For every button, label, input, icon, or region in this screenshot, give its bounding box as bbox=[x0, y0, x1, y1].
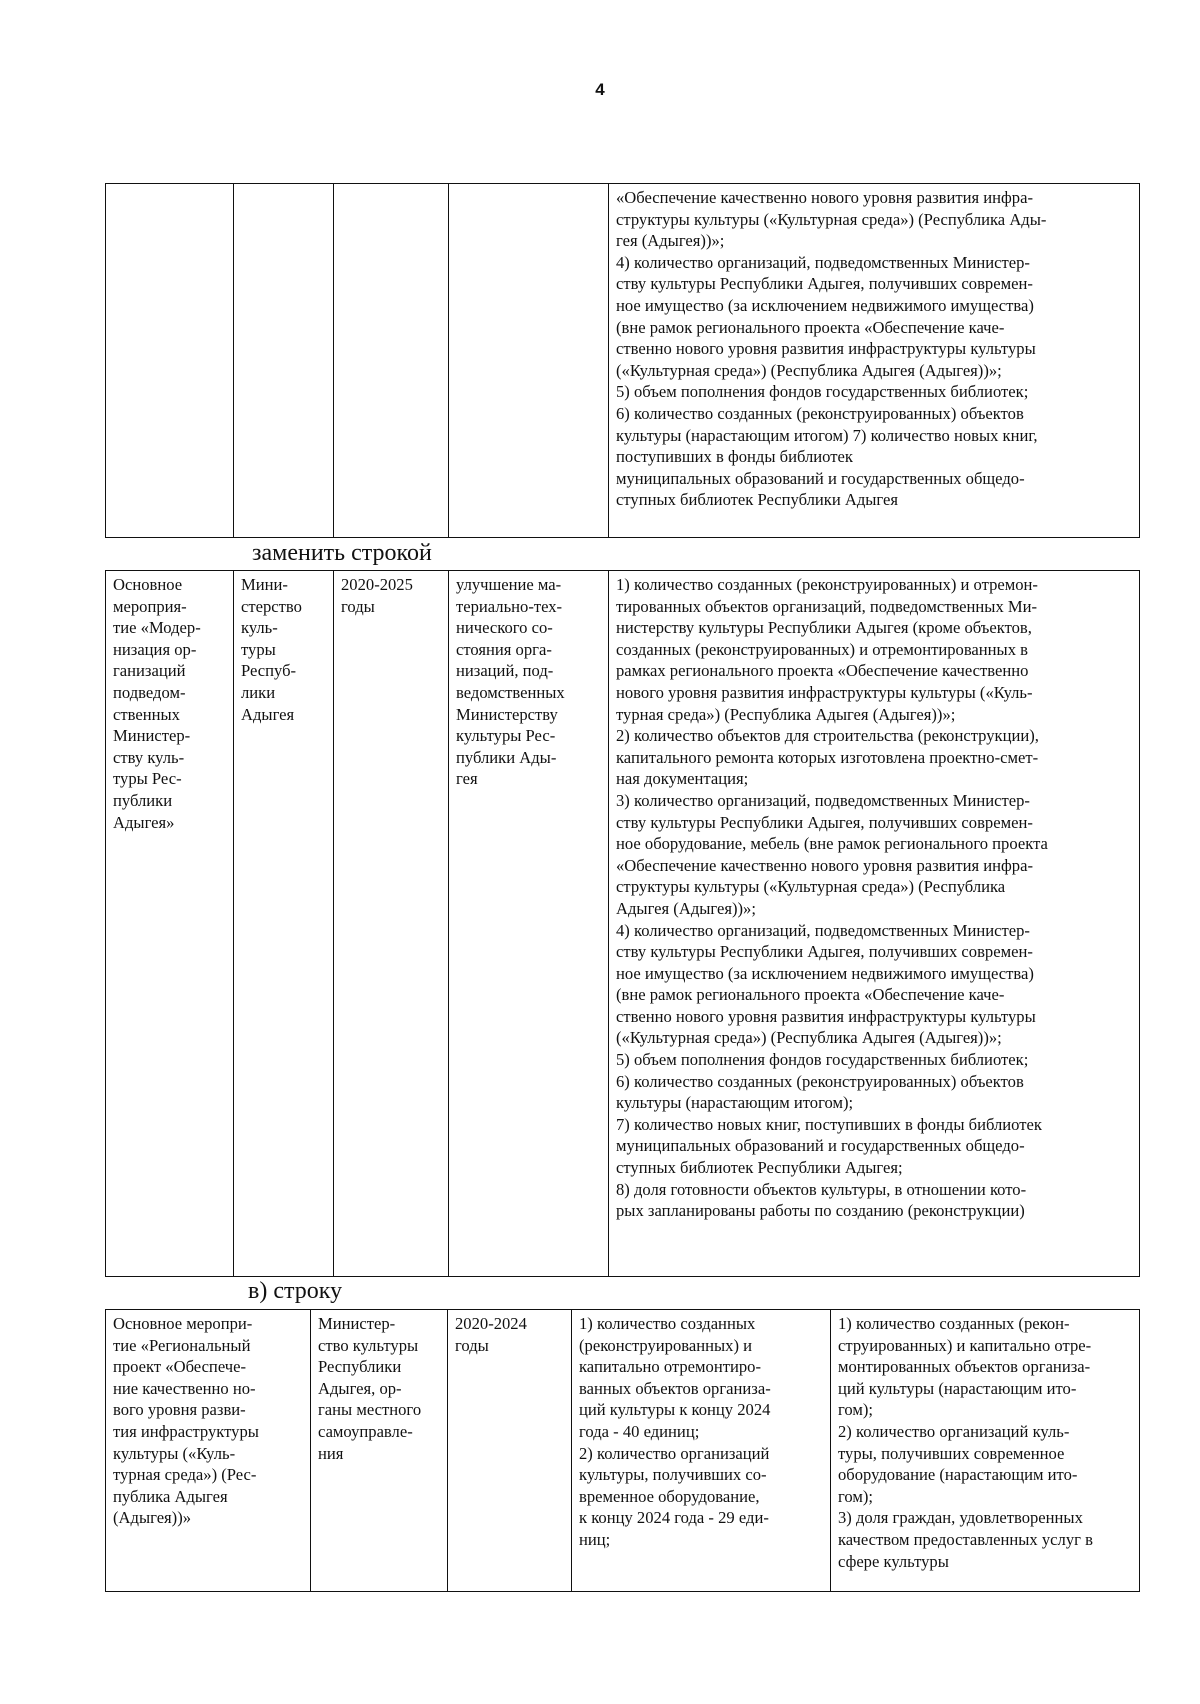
cell-empty bbox=[449, 184, 609, 538]
text-line: Республики bbox=[318, 1357, 402, 1377]
text-line: ное имущество (за исключением недвижимого имущества) bbox=[616, 295, 1034, 315]
text-line: ственно нового уровня развития инфраструктуры культуры bbox=[616, 339, 1036, 359]
period-cell bbox=[334, 571, 449, 1277]
text-line: Мини- bbox=[241, 575, 288, 594]
text-line: териально-тех- bbox=[456, 596, 563, 616]
text-line: 4) количество организаций, подведомственных Министер- bbox=[616, 252, 1030, 272]
text-line: ство культуры bbox=[318, 1335, 419, 1355]
text-line: туры bbox=[241, 639, 276, 659]
text-line: мероприя- bbox=[113, 596, 187, 616]
text-line: 1) количество созданных (рекон- bbox=[838, 1314, 1070, 1333]
text-line: ванных объектов организа- bbox=[579, 1378, 771, 1398]
period-cell bbox=[448, 1310, 572, 1592]
table-row-v bbox=[105, 1309, 1140, 1592]
text-line: 2020-2024 bbox=[455, 1314, 527, 1333]
text-line: тие «Региональный bbox=[113, 1335, 251, 1355]
text-line: тие «Модер- bbox=[113, 618, 201, 638]
text-line: ное оборудование, мебель (вне рамок регионального проекта bbox=[616, 834, 1048, 854]
text-line: ступных библиотек Республики Адыгея bbox=[616, 490, 899, 510]
result-cell bbox=[572, 1310, 831, 1592]
text-line: проект «Обеспече- bbox=[113, 1357, 247, 1377]
result-cell bbox=[449, 571, 609, 1277]
text-line: культуры, получивших со- bbox=[579, 1465, 767, 1485]
text-line: муниципальных образований и государственных общедо- bbox=[616, 1136, 1025, 1156]
text-line: рых запланированы работы по созданию (реконструкции) bbox=[616, 1201, 1025, 1221]
text-line: к концу 2024 года - 29 еди- bbox=[579, 1508, 769, 1528]
indicators-cell bbox=[609, 571, 1140, 1277]
text-line: лики bbox=[241, 682, 276, 702]
text-line: 1) количество созданных bbox=[579, 1314, 756, 1333]
text-line: ступных библиотек Республики Адыгея; bbox=[616, 1158, 903, 1178]
text-line: 6) количество созданных (реконструированных) объектов bbox=[616, 403, 1024, 423]
text-line: Адыгея» bbox=[113, 812, 175, 832]
text-line: низация ор- bbox=[113, 639, 197, 659]
text-line: нового уровня развития инфраструктуры культуры («Куль- bbox=[616, 682, 1033, 702]
text-line: 3) количество организаций, подведомственных Министер- bbox=[616, 790, 1030, 810]
text-line: 7) количество новых книг, поступивших в фонды библиотек bbox=[616, 1114, 1042, 1134]
cell-empty bbox=[234, 184, 334, 538]
text-line: («Культурная среда») (Республика Адыгея (Адыгея))»; bbox=[616, 360, 1002, 380]
text-line: ций культуры (нарастающим ито- bbox=[838, 1378, 1077, 1398]
text-line: культуры (нарастающим итогом) 7) количество новых книг, bbox=[616, 425, 1038, 445]
text-line: ству культуры Республики Адыгея, получивших современ- bbox=[616, 274, 1033, 294]
text-line: ству культуры Республики Адыгея, получивших современ- bbox=[616, 812, 1033, 832]
text-line: культуры (нарастающим итогом); bbox=[616, 1093, 854, 1113]
text-line: турная среда») (Рес- bbox=[113, 1465, 257, 1485]
text-line: ству куль- bbox=[113, 747, 185, 767]
text-line: 8) доля готовности объектов культуры, в отношении кото- bbox=[616, 1179, 1027, 1199]
table-row bbox=[106, 1310, 1140, 1592]
table-top-fragment bbox=[105, 183, 1140, 538]
text-line: ству культуры Республики Адыгея, получивших современ- bbox=[616, 942, 1033, 962]
text-line: гом); bbox=[838, 1400, 874, 1420]
text-line: стояния орга- bbox=[456, 639, 552, 659]
text-line: муниципальных образований и государственных общедо- bbox=[616, 468, 1025, 488]
text-line: ственных bbox=[113, 704, 180, 724]
text-line: культуры Рес- bbox=[456, 726, 556, 746]
text-line: тия инфраструктуры bbox=[113, 1421, 259, 1441]
text-line: качеством предоставленных услуг в bbox=[838, 1529, 1093, 1549]
text-line: ганизаций bbox=[113, 661, 186, 681]
text-line: куль- bbox=[241, 618, 278, 638]
text-line: вого уровня разви- bbox=[113, 1400, 246, 1420]
responsible-cell bbox=[234, 571, 334, 1277]
text-line: стерство bbox=[241, 596, 302, 616]
text-line: годы bbox=[341, 596, 375, 616]
text-line: годы bbox=[455, 1335, 489, 1355]
text-line: Респуб- bbox=[241, 661, 297, 681]
cell-empty bbox=[334, 184, 449, 538]
text-line: капитально отремонтиро- bbox=[579, 1357, 761, 1377]
text-line: гея bbox=[456, 769, 478, 789]
text-line: ние качественно но- bbox=[113, 1378, 256, 1398]
text-line: струированных) и капитально отре- bbox=[838, 1335, 1092, 1355]
text-line: самоуправле- bbox=[318, 1421, 413, 1441]
indicators-cell bbox=[831, 1310, 1140, 1592]
text-line: 3) доля граждан, удовлетворенных bbox=[838, 1508, 1083, 1528]
responsible-cell bbox=[311, 1310, 448, 1592]
text-line: туры, получивших современное bbox=[838, 1443, 1065, 1463]
text-line: рамках регионального проекта «Обеспечение качественно bbox=[616, 661, 1029, 681]
text-line: 2) количество организаций bbox=[579, 1443, 770, 1463]
text-line: Министер- bbox=[113, 726, 191, 746]
text-line: ное имущество (за исключением недвижимого имущества) bbox=[616, 963, 1034, 983]
text-line: ственно нового уровня развития инфраструктуры культуры bbox=[616, 1006, 1036, 1026]
text-line: 5) объем пополнения фондов государственных библиотек; bbox=[616, 1050, 1029, 1070]
text-line: структуры культуры («Культурная среда») (Республика bbox=[616, 877, 1006, 897]
text-line: поступивших в фонды библиотек bbox=[616, 447, 853, 467]
text-line: Министерству bbox=[456, 704, 558, 724]
page-number: 4 bbox=[595, 80, 605, 99]
text-line: 6) количество созданных (реконструированных) объектов bbox=[616, 1071, 1024, 1091]
text-line: 2) количество объектов для строительства (реконструкции), bbox=[616, 726, 1039, 746]
text-line: тированных объектов организаций, подведомственных Ми- bbox=[616, 596, 1038, 616]
text-line: Адыгея, ор- bbox=[318, 1378, 402, 1398]
text-line: Министер- bbox=[318, 1314, 396, 1333]
text-line: 5) объем пополнения фондов государственных библиотек; bbox=[616, 382, 1029, 402]
text-line: публика Адыгея bbox=[113, 1486, 228, 1506]
text-line: публики Ады- bbox=[456, 747, 557, 767]
text-line: 2020-2025 bbox=[341, 575, 413, 594]
text-line: ная документация; bbox=[616, 769, 749, 789]
text-line: 4) количество организаций, подведомственных Министер- bbox=[616, 920, 1030, 940]
text-line: ций культуры к концу 2024 bbox=[579, 1400, 771, 1420]
text-line: «Обеспечение качественно нового уровня развития инфра- bbox=[616, 855, 1033, 875]
text-line: Адыгея bbox=[241, 704, 295, 724]
text-line: Основное bbox=[113, 575, 183, 594]
text-line: ниц; bbox=[579, 1529, 611, 1549]
table-row bbox=[106, 571, 1140, 1277]
cell-empty bbox=[106, 184, 234, 538]
text-line: нического со- bbox=[456, 618, 553, 638]
caption-row: в) строку bbox=[248, 1278, 343, 1304]
text-line: ния bbox=[318, 1443, 344, 1463]
text-line: временное оборудование, bbox=[579, 1486, 760, 1506]
text-line: ведомственных bbox=[456, 682, 565, 702]
text-line: «Обеспечение качественно нового уровня развития инфра- bbox=[616, 188, 1033, 207]
text-line: оборудование (нарастающим ито- bbox=[838, 1465, 1078, 1485]
text-line: монтированных объектов организа- bbox=[838, 1357, 1091, 1377]
event-name-cell bbox=[106, 571, 234, 1277]
text-line: года - 40 единиц; bbox=[579, 1421, 700, 1441]
event-name-cell bbox=[106, 1310, 311, 1592]
text-line: подведом- bbox=[113, 682, 186, 702]
text-line: улучшение ма- bbox=[456, 575, 562, 594]
text-line: ганы местного bbox=[318, 1400, 422, 1420]
text-line: (Адыгея))» bbox=[113, 1508, 192, 1528]
text-line: (вне рамок регионального проекта «Обеспечение каче- bbox=[616, 985, 1005, 1005]
text-line: (реконструированных) и bbox=[579, 1335, 752, 1355]
text-line: (вне рамок регионального проекта «Обеспечение каче- bbox=[616, 317, 1005, 337]
text-line: культуры («Куль- bbox=[113, 1443, 236, 1463]
text-line: 2) количество организаций куль- bbox=[838, 1421, 1070, 1441]
caption-replace-with-row: заменить строкой bbox=[252, 540, 432, 566]
text-line: капитального ремонта которых изготовлена проектно-смет- bbox=[616, 747, 1039, 767]
text-line: Основное меропри- bbox=[113, 1314, 253, 1333]
text-line: гом); bbox=[838, 1486, 874, 1506]
text-line: структуры культуры («Культурная среда») (Республика Ады- bbox=[616, 209, 1047, 229]
table-replacement-row bbox=[105, 570, 1140, 1277]
table-row bbox=[106, 184, 1140, 538]
text-line: созданных (реконструированных) и отремонтированных в bbox=[616, 639, 1028, 659]
text-line: 1) количество созданных (реконструированных) и отремон- bbox=[616, 575, 1038, 594]
text-line: турная среда») (Республика Адыгея (Адыгея))»; bbox=[616, 704, 956, 724]
text-line: («Культурная среда») (Республика Адыгея (Адыгея))»; bbox=[616, 1028, 1002, 1048]
text-line: туры Рес- bbox=[113, 769, 182, 789]
text-line: нистерству культуры Республики Адыгея (кроме объектов, bbox=[616, 618, 1032, 638]
indicators-cell bbox=[609, 184, 1140, 538]
text-line: публики bbox=[113, 790, 173, 810]
text-line: сфере культуры bbox=[838, 1551, 949, 1571]
text-line: низаций, под- bbox=[456, 661, 554, 681]
text-line: гея (Адыгея))»; bbox=[616, 231, 725, 251]
text-line: Адыгея (Адыгея))»; bbox=[616, 898, 756, 918]
